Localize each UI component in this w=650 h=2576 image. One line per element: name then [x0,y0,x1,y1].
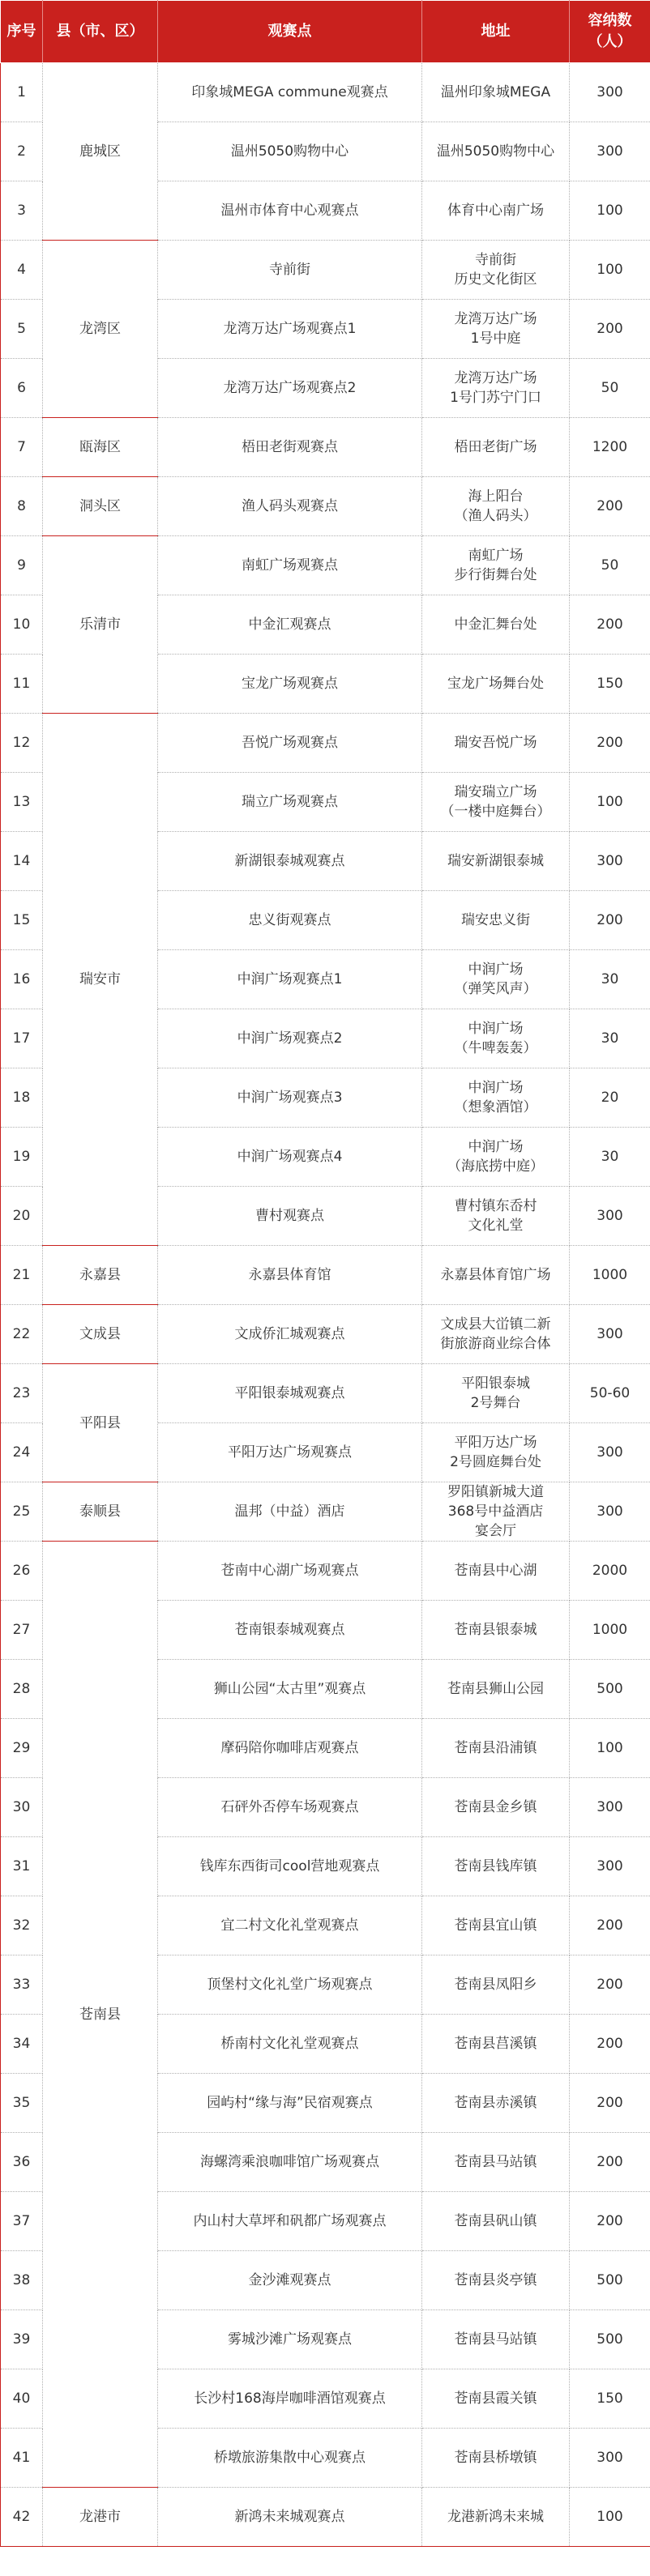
venue-cell: 顶堡村文化礼堂广场观赛点 [158,1955,422,2015]
venue-cell: 南虹广场观赛点 [158,536,422,595]
address-cell [422,1423,570,1482]
row-number: 6 [1,359,43,418]
row-number: 1 [1,63,43,122]
address-cell [422,2310,570,2369]
row-number: 32 [1,1896,43,1955]
address-line: 苍南县凤阳乡 [454,1977,537,1993]
row-number: 36 [1,2133,43,2192]
table-row [1,477,650,536]
capacity-cell: 100 [570,2488,650,2547]
capacity-cell: 200 [570,595,650,655]
address-cell [422,891,570,950]
address-line: 中金汇舞台处 [454,616,537,633]
table-body [1,63,650,2547]
county-cell: 文成县 [43,1305,158,1364]
address-line: 苍南县莒溪镇 [454,2036,537,2052]
row-number: 41 [1,2429,43,2488]
venue-cell: 桥墩旅游集散中心观赛点 [158,2429,422,2488]
venue-cell: 温邦（中益）酒店 [158,1482,422,1542]
venue-cell: 摩码陪你咖啡店观赛点 [158,1719,422,1778]
venue-cell: 忠义街观赛点 [158,891,422,950]
county-cell: 苍南县 [43,1542,158,2488]
capacity-cell: 300 [570,1837,650,1896]
capacity-cell: 1200 [570,418,650,477]
row-number: 10 [1,595,43,655]
address-cell [422,300,570,359]
row-number: 22 [1,1305,43,1364]
address-cell [422,1542,570,1601]
address-line: 苍南县金乡镇 [454,1799,537,1815]
table-row [1,1305,650,1364]
address-line: 中润广场 [468,1021,524,1037]
row-number: 35 [1,2074,43,2133]
address-line: 苍南县沿浦镇 [454,1740,537,1756]
row-number: 15 [1,891,43,950]
address-line: 苍南县炎亭镇 [454,2272,537,2288]
county-cell: 瓯海区 [43,418,158,477]
address-cell [422,122,570,181]
address-line: 苍南县赤溪镇 [454,2095,537,2111]
venue-cell: 石砰外否停车场观赛点 [158,1778,422,1837]
address-line: 文成县大峃镇二新 [440,1316,551,1333]
table-row [1,714,650,773]
capacity-cell: 100 [570,241,650,300]
capacity-cell: 200 [570,2133,650,2192]
capacity-cell: 200 [570,714,650,773]
address-line: 苍南县狮山公园 [447,1681,544,1697]
capacity-cell: 50 [570,359,650,418]
venue-cell: 桥南村文化礼堂观赛点 [158,2015,422,2074]
address-cell [422,359,570,418]
address-line: 中润广场 [468,1080,524,1096]
capacity-cell: 100 [570,181,650,241]
address-cell [422,1955,570,2015]
address-cell [422,595,570,655]
capacity-cell: 300 [570,1305,650,1364]
address-line: 温州印象城MEGA [440,84,551,100]
row-number: 24 [1,1423,43,1482]
capacity-cell: 300 [570,1482,650,1542]
venue-cell: 温州5050购物中心 [158,122,422,181]
venue-cell: 中润广场观赛点1 [158,950,422,1009]
address-cell [422,1660,570,1719]
address-line: 苍南县宜山镇 [454,1917,537,1934]
address-line: 体育中心南广场 [447,203,544,219]
row-number: 18 [1,1068,43,1128]
address-cell [422,1305,570,1364]
address-line: 平阳万达广场 [454,1435,537,1451]
row-number: 27 [1,1601,43,1660]
address-line: 瑞安忠义街 [461,912,530,928]
capacity-cell: 1000 [570,1246,650,1305]
address-cell [422,2015,570,2074]
address-line: 瑞安吾悦广场 [454,735,537,751]
venue-cell: 狮山公园“太古里”观赛点 [158,1660,422,1719]
address-line: 龙湾万达广场 [454,311,537,327]
address-line: 苍南县钱库镇 [454,1858,537,1874]
row-number: 37 [1,2192,43,2251]
row-number: 14 [1,832,43,891]
venue-cell: 印象城MEGA commune观赛点 [158,63,422,122]
address-cell [422,2251,570,2310]
address-cell [422,2429,570,2488]
address-cell [422,1187,570,1246]
capacity-cell: 300 [570,1187,650,1246]
address-line: 苍南县矾山镇 [454,2213,537,2229]
address-cell [422,1364,570,1423]
address-line: 梧田老街广场 [454,439,537,455]
row-number: 4 [1,241,43,300]
header-no: 序号 [1,1,43,63]
venue-cell: 梧田老街观赛点 [158,418,422,477]
capacity-cell: 2000 [570,1542,650,1601]
header-address: 地址 [422,1,570,63]
table-row [1,536,650,595]
address-cell [422,714,570,773]
address-line: 平阳银泰城 [461,1375,530,1392]
capacity-cell: 500 [570,2310,650,2369]
venue-cell: 中金汇观赛点 [158,595,422,655]
row-number: 2 [1,122,43,181]
capacity-cell: 30 [570,950,650,1009]
venue-cell: 龙湾万达广场观赛点1 [158,300,422,359]
capacity-cell: 200 [570,477,650,536]
capacity-cell: 200 [570,2074,650,2133]
venue-cell: 吾悦广场观赛点 [158,714,422,773]
address-line: （牛啤轰轰） [454,1040,537,1056]
address-cell [422,2488,570,2547]
address-line: 瑞安瑞立广场 [454,784,537,800]
venue-cell: 文成侨汇城观赛点 [158,1305,422,1364]
venue-cell: 钱库东西街司cool营地观赛点 [158,1837,422,1896]
header-capacity-line1: 容纳数 [588,12,632,29]
address-line: 寺前街 [475,252,516,268]
address-line: 海上阳台 [468,488,524,505]
address-line: 宝龙广场舞台处 [447,676,544,692]
address-cell [422,1128,570,1187]
address-cell [422,1246,570,1305]
address-cell [422,1009,570,1068]
address-line: 南虹广场 [468,548,524,564]
address-line: 瑞安新湖银泰城 [447,853,544,869]
address-cell [422,2369,570,2429]
address-line: 街旅游商业综合体 [440,1336,551,1352]
address-cell [422,1837,570,1896]
county-cell: 鹿城区 [43,63,158,241]
venue-cell: 平阳银泰城观赛点 [158,1364,422,1423]
address-cell [422,773,570,832]
address-line: 苍南县马站镇 [454,2154,537,2170]
row-number: 29 [1,1719,43,1778]
row-number: 39 [1,2310,43,2369]
table-row [1,241,650,300]
address-cell [422,181,570,241]
row-number: 21 [1,1246,43,1305]
venue-cell: 内山村大草坪和矾都广场观赛点 [158,2192,422,2251]
address-cell [422,1068,570,1128]
row-number: 9 [1,536,43,595]
address-line: 曹村镇东岙村 [454,1198,537,1214]
capacity-cell: 30 [570,1009,650,1068]
address-line: （海底捞中庭） [447,1158,544,1175]
address-cell [422,418,570,477]
header-row [1,1,650,63]
address-cell [422,63,570,122]
address-line: 中润广场 [468,962,524,978]
county-cell: 龙湾区 [43,241,158,418]
capacity-cell: 500 [570,2251,650,2310]
address-line: （一楼中庭舞台） [440,804,551,820]
header-county: 县（市、区） [43,1,158,63]
address-line: 中润广场 [468,1139,524,1155]
row-number: 5 [1,300,43,359]
address-cell [422,477,570,536]
address-cell [422,1778,570,1837]
table-header [1,1,650,63]
address-line: （弹笑风声） [454,981,537,997]
capacity-cell: 150 [570,2369,650,2429]
venue-cell: 曹村观赛点 [158,1187,422,1246]
venue-cell: 金沙滩观赛点 [158,2251,422,2310]
venue-cell: 海螺湾乘浪咖啡馆广场观赛点 [158,2133,422,2192]
venue-cell: 长沙村168海岸咖啡酒馆观赛点 [158,2369,422,2429]
address-line: 步行街舞台处 [454,567,537,583]
row-number: 30 [1,1778,43,1837]
venue-cell: 苍南中心湖广场观赛点 [158,1542,422,1601]
venue-cell: 渔人码头观赛点 [158,477,422,536]
row-number: 31 [1,1837,43,1896]
address-line: 龙港新鸿未来城 [447,2509,544,2525]
address-line: 苍南县霞关镇 [454,2390,537,2407]
address-cell [422,2074,570,2133]
address-cell [422,536,570,595]
capacity-cell: 200 [570,1896,650,1955]
address-line: （渔人码头） [454,508,537,524]
table-row [1,418,650,477]
venue-cell: 园屿村“缘与海”民宿观赛点 [158,2074,422,2133]
address-line: 罗阳镇新城大道 [447,1484,544,1500]
row-number: 7 [1,418,43,477]
row-number: 42 [1,2488,43,2547]
capacity-cell: 300 [570,63,650,122]
county-cell: 瑞安市 [43,714,158,1246]
address-line: 宴会厅 [475,1523,516,1539]
capacity-cell: 150 [570,655,650,714]
county-cell: 永嘉县 [43,1246,158,1305]
row-number: 28 [1,1660,43,1719]
address-line: 永嘉县体育馆广场 [440,1267,551,1283]
capacity-cell: 100 [570,773,650,832]
venue-cell: 平阳万达广场观赛点 [158,1423,422,1482]
address-cell [422,241,570,300]
capacity-cell: 300 [570,832,650,891]
row-number: 11 [1,655,43,714]
venue-cell: 中润广场观赛点4 [158,1128,422,1187]
venue-cell: 雾城沙滩广场观赛点 [158,2310,422,2369]
address-line: 龙湾万达广场 [454,370,537,386]
address-line: 2号圆庭舞台处 [450,1454,541,1470]
row-number: 12 [1,714,43,773]
venue-cell: 永嘉县体育馆 [158,1246,422,1305]
table-row [1,1246,650,1305]
header-capacity [570,1,650,63]
row-number: 23 [1,1364,43,1423]
address-line: 苍南县马站镇 [454,2331,537,2348]
table-row [1,1542,650,1601]
county-cell: 洞头区 [43,477,158,536]
capacity-cell: 200 [570,2192,650,2251]
address-line: 1号中庭 [470,331,521,347]
address-cell [422,832,570,891]
header-venue: 观赛点 [158,1,422,63]
capacity-cell: 300 [570,122,650,181]
address-line: 2号舞台 [470,1395,521,1411]
address-cell [422,1601,570,1660]
capacity-cell: 50 [570,536,650,595]
table-row [1,2488,650,2547]
address-cell [422,1719,570,1778]
capacity-cell: 1000 [570,1601,650,1660]
row-number: 33 [1,1955,43,2015]
row-number: 13 [1,773,43,832]
address-line: 苍南县桥墩镇 [454,2450,537,2466]
address-cell [422,655,570,714]
address-line: 苍南县银泰城 [454,1622,537,1638]
venue-cell: 龙湾万达广场观赛点2 [158,359,422,418]
venue-cell: 宝龙广场观赛点 [158,655,422,714]
venue-cell: 新鸿未来城观赛点 [158,2488,422,2547]
address-line: 温州5050购物中心 [436,143,555,160]
table-row [1,1364,650,1423]
address-line: 368号中益酒店 [447,1503,544,1520]
venue-cell: 苍南银泰城观赛点 [158,1601,422,1660]
venue-cell: 寺前街 [158,241,422,300]
capacity-cell: 200 [570,300,650,359]
capacity-cell: 300 [570,1423,650,1482]
venue-cell: 宜二村文化礼堂观赛点 [158,1896,422,1955]
address-line: 1号门苏宁门口 [450,390,541,406]
county-cell: 平阳县 [43,1364,158,1482]
table-row [1,1482,650,1542]
header-capacity-line2: （人） [588,33,632,50]
address-cell [422,2133,570,2192]
row-number: 8 [1,477,43,536]
address-line: 文化礼堂 [468,1218,524,1234]
row-number: 19 [1,1128,43,1187]
capacity-cell: 200 [570,1955,650,2015]
county-cell: 乐清市 [43,536,158,714]
row-number: 20 [1,1187,43,1246]
county-cell: 龙港市 [43,2488,158,2547]
row-number: 34 [1,2015,43,2074]
capacity-cell: 300 [570,1778,650,1837]
venue-cell: 中润广场观赛点3 [158,1068,422,1128]
capacity-cell: 50-60 [570,1364,650,1423]
row-number: 38 [1,2251,43,2310]
capacity-cell: 30 [570,1128,650,1187]
address-line: 苍南县中心湖 [454,1563,537,1579]
capacity-cell: 500 [570,1660,650,1719]
capacity-cell: 100 [570,1719,650,1778]
table-row [1,63,650,122]
address-cell [422,950,570,1009]
row-number: 3 [1,181,43,241]
row-number: 16 [1,950,43,1009]
county-cell: 泰顺县 [43,1482,158,1542]
row-number: 25 [1,1482,43,1542]
row-number: 40 [1,2369,43,2429]
address-line: （想象酒馆） [454,1099,537,1115]
address-cell [422,1482,570,1542]
venue-cell: 中润广场观赛点2 [158,1009,422,1068]
address-line: 历史文化街区 [454,271,537,288]
venue-cell: 瑞立广场观赛点 [158,773,422,832]
capacity-cell: 200 [570,2015,650,2074]
venue-cell: 温州市体育中心观赛点 [158,181,422,241]
row-number: 17 [1,1009,43,1068]
capacity-cell: 300 [570,2429,650,2488]
capacity-cell: 200 [570,891,650,950]
address-cell [422,2192,570,2251]
venue-cell: 新湖银泰城观赛点 [158,832,422,891]
row-number: 26 [1,1542,43,1601]
address-cell [422,1896,570,1955]
capacity-cell: 20 [570,1068,650,1128]
